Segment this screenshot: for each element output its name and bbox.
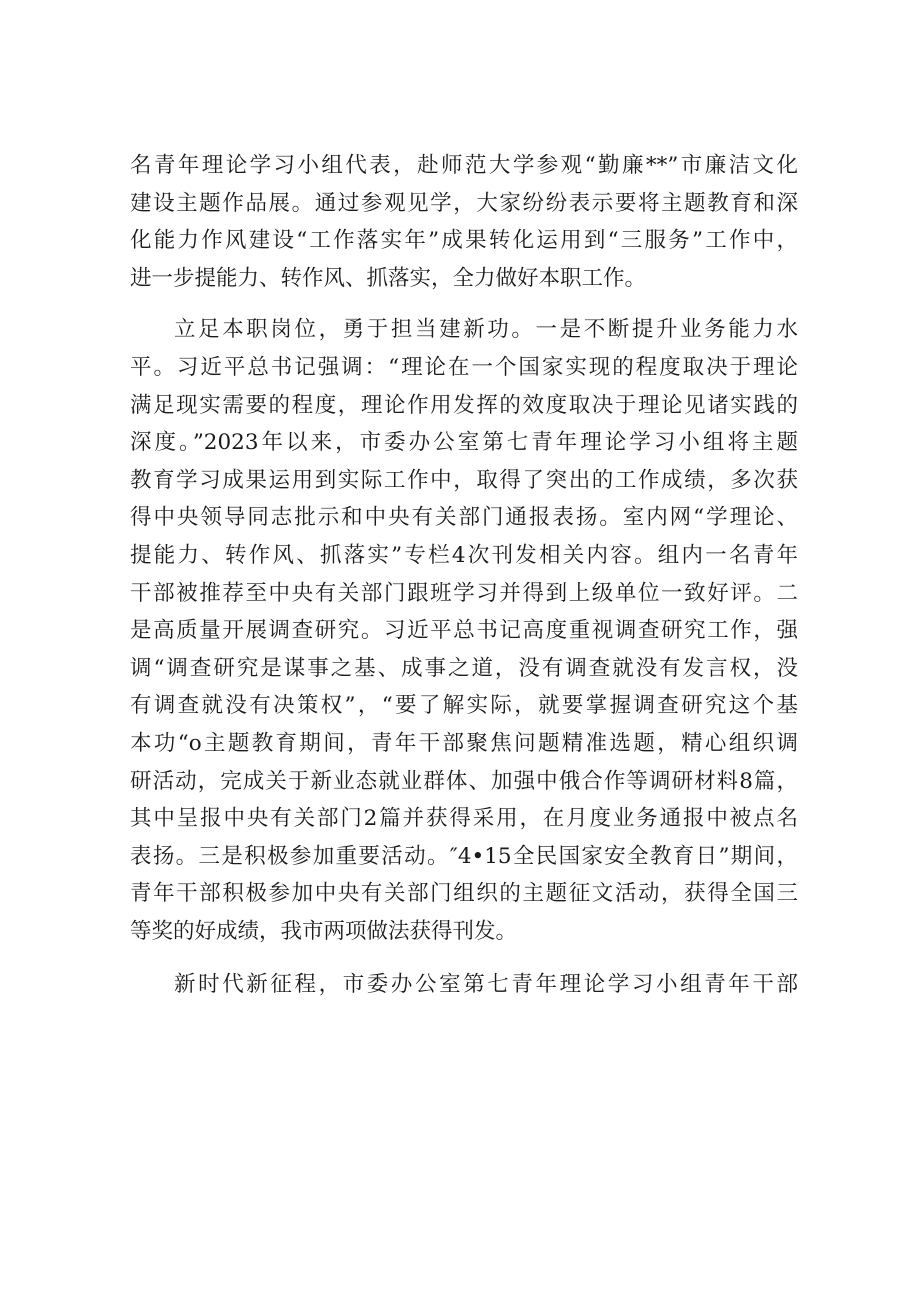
text-line: 干部被推荐至中央有关部门跟班学习并得到上级单位一致好评。二 bbox=[130, 580, 798, 606]
paragraph-2 bbox=[130, 311, 810, 950]
paragraph-1 bbox=[130, 147, 810, 297]
text-line: 提能力、转作风、抓落实”专栏4次刊发相关内容。组内一名青年 bbox=[130, 542, 798, 568]
document-body bbox=[130, 147, 810, 1004]
text-line: 平。习近平总书记强调：“理论在一个国家实现的程度取决于理论 bbox=[130, 354, 798, 380]
text-line: 满足现实需要的程度，理论作用发挥的效度取决于理论见诸实践的 bbox=[130, 392, 798, 418]
text-line: 本功“o主题教育期间，青年干部聚焦问题精准选题，精心组织调 bbox=[130, 730, 798, 756]
text-line: 立足本职岗位，勇于担当建新功。一是不断提升业务能力水 bbox=[174, 317, 798, 343]
text-line: 建设主题作品展。通过参观见学，大家纷纷表示要将主题教育和深 bbox=[130, 190, 798, 216]
text-line: 表扬。三是积极参加重要活动。″4•15全民国家安全教育日”期间， bbox=[130, 843, 798, 869]
text-line: 研活动，完成关于新业态就业群体、加强中俄合作等调研材料8篇， bbox=[130, 768, 798, 794]
paragraph-3 bbox=[130, 966, 810, 1004]
text-line: 名青年理论学习小组代表，赴师范大学参观“勤廉**”市廉洁文化 bbox=[130, 153, 798, 178]
text-line: 有调查就没有决策权”，“要了解实际，就要掌握调查研究这个基 bbox=[130, 693, 798, 719]
text-line: 教育学习成果运用到实际工作中，取得了突出的工作成绩，多次获 bbox=[130, 467, 798, 493]
text-line: 进一步提能力、转作风、抓落实，全力做好本职工作。 bbox=[130, 265, 647, 291]
text-line: 得中央领导同志批示和中央有关部门通报表扬。室内网“学理论、 bbox=[130, 505, 798, 531]
text-line: 新时代新征程，市委办公室第七青年理论学习小组青年干部 bbox=[174, 972, 798, 998]
text-line: 等奖的好成绩，我市两项做法获得刊发。 bbox=[130, 918, 518, 944]
text-line: 其中呈报中央有关部门2篇并获得采用，在月度业务通报中被点名 bbox=[130, 806, 798, 832]
text-line: 是高质量开展调查研究。习近平总书记高度重视调查研究工作，强 bbox=[130, 618, 798, 644]
text-line: 青年干部积极参加中央有关部门组织的主题征文活动，获得全国三 bbox=[130, 881, 798, 907]
text-line: 调“调查研究是谋事之基、成事之道，没有调查就没有发言权，没 bbox=[130, 655, 798, 681]
text-line: 深度。”2023年以来，市委办公室第七青年理论学习小组将主题 bbox=[130, 430, 798, 456]
text-line: 化能力作风建设“工作落实年”成果转化运用到“三服务”工作中， bbox=[130, 228, 798, 254]
